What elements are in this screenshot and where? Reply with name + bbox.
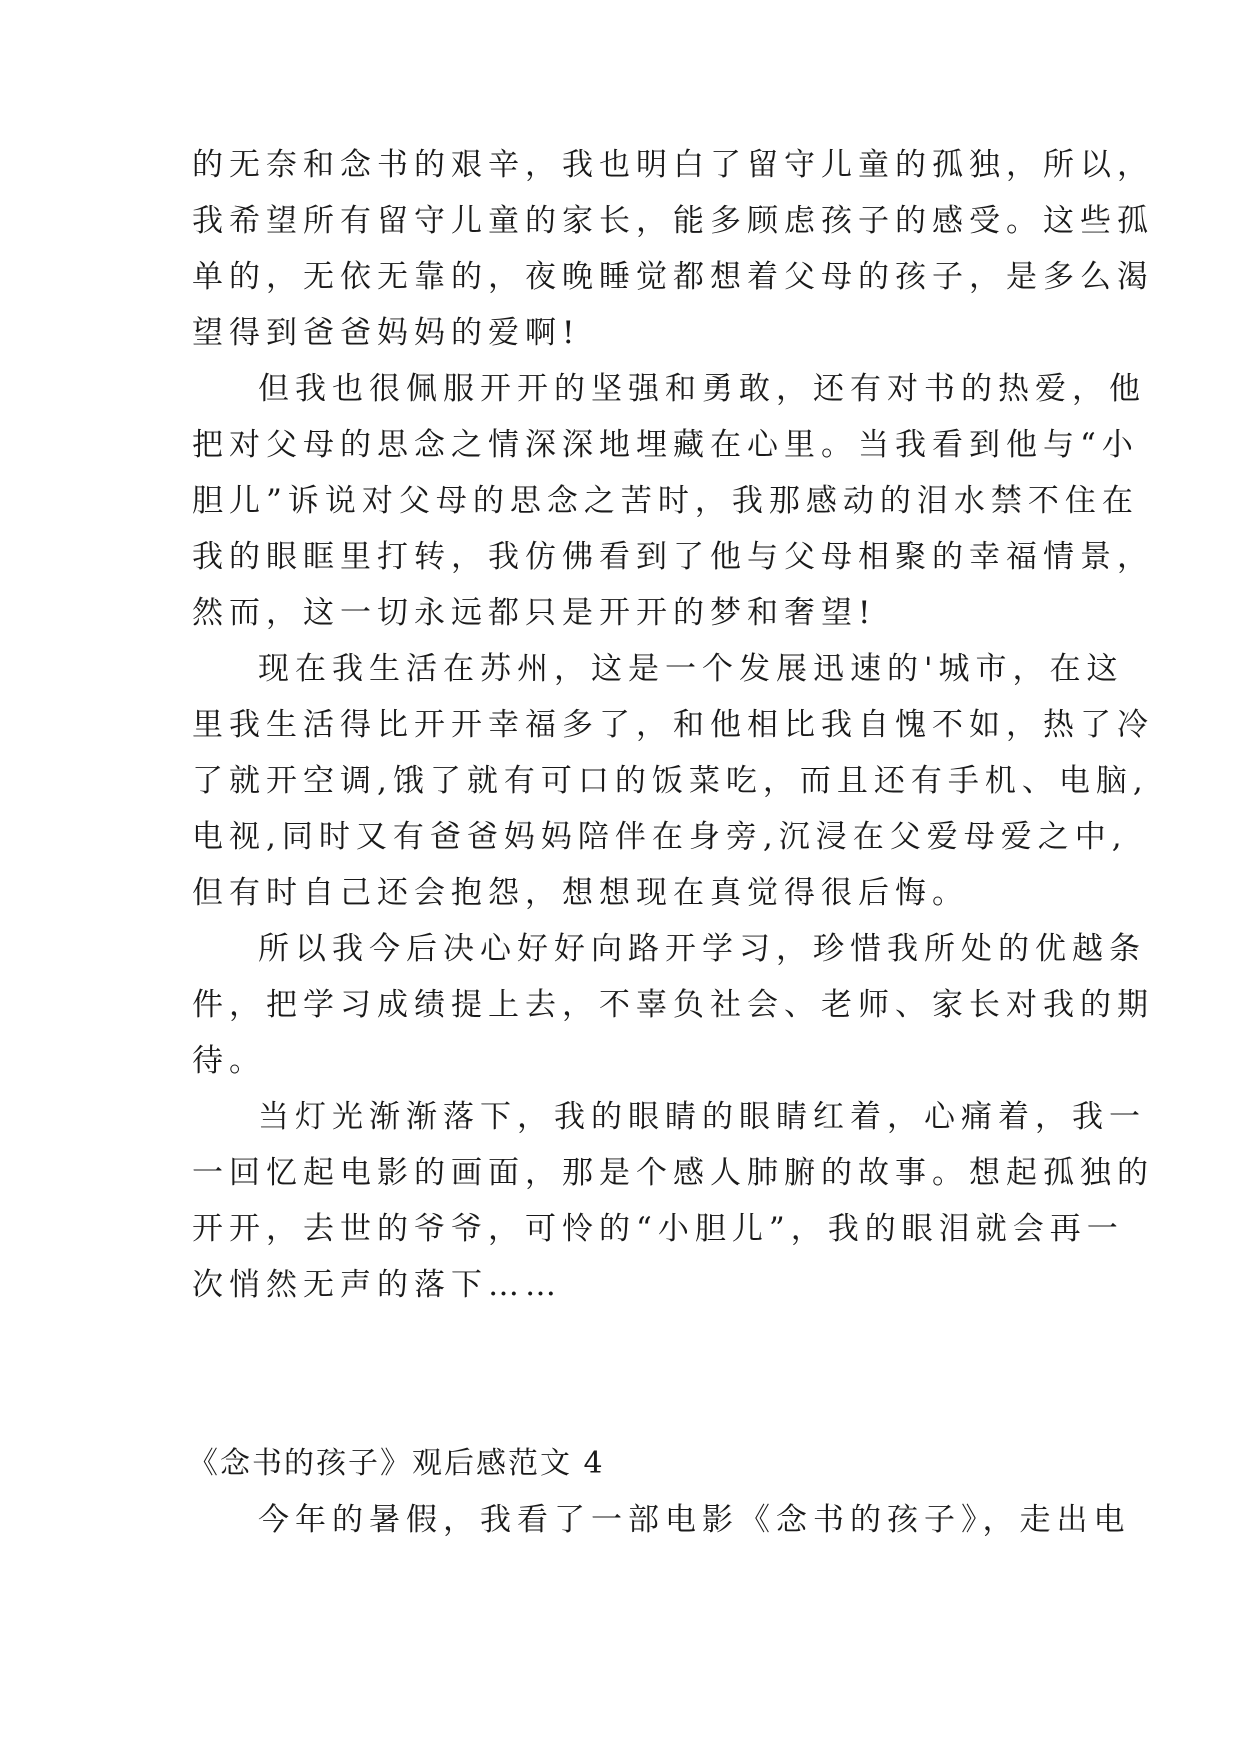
text-line: 把对父母的思念之情深深地埋藏在心里。当我看到他与“小 xyxy=(192,427,1139,463)
text-line: 电视,同时又有爸爸妈妈陪伴在身旁,沉浸在父爱母爱之中, xyxy=(192,819,1128,855)
text-line: 但我也很佩服开开的坚强和勇敢，还有对书的热爱，他 xyxy=(258,371,1146,407)
text-line: 所以我今后决心好好向路开学习，珍惜我所处的优越条 xyxy=(258,931,1146,967)
text-line: 但有时自己还会抱怨，想想现在真觉得很后悔。 xyxy=(192,875,969,911)
section-heading: 《念书的孩子》观后感范文 4 xyxy=(188,1446,605,1481)
text-line: 胆儿”诉说对父母的思念之苦时，我那感动的泪水禁不住在 xyxy=(192,483,1139,519)
text-line: 一回忆起电影的画面，那是个感人肺腑的故事。想起孤独的 xyxy=(192,1155,1154,1191)
text-line: 待。 xyxy=(192,1043,266,1079)
text-line: 开开，去世的爷爷，可怜的“小胆儿”，我的眼泪就会再一 xyxy=(192,1211,1124,1247)
text-line: 望得到爸爸妈妈的爱啊! xyxy=(192,315,581,351)
text-line: 我的眼眶里打转，我仿佛看到了他与父母相聚的幸福情景， xyxy=(192,539,1154,575)
text-line: 次悄然无声的落下…… xyxy=(192,1267,562,1303)
text-line: 当灯光渐渐落下，我的眼睛的眼睛红着，心痛着，我一 xyxy=(258,1099,1146,1135)
text-line: 里我生活得比开开幸福多了，和他相比我自愧不如，热了冷 xyxy=(192,707,1154,743)
text-line: 件，把学习成绩提上去，不辜负社会、老师、家长对我的期 xyxy=(192,987,1154,1023)
text-line: 我希望所有留守儿童的家长，能多顾虑孩子的感受。这些孤 xyxy=(192,203,1154,239)
text-line: 现在我生活在苏州，这是一个发展迅速的'城市，在这 xyxy=(258,651,1124,687)
text-line: 了就开空调,饿了就有可口的饭菜吃，而且还有手机、电脑, xyxy=(192,763,1149,799)
text-line: 今年的暑假，我看了一部电影《念书的孩子》，走出电 xyxy=(258,1502,1131,1538)
text-line: 然而，这一切永远都只是开开的梦和奢望! xyxy=(192,595,877,631)
text-line: 单的，无依无靠的，夜晚睡觉都想着父母的孩子，是多么渴 xyxy=(192,259,1154,295)
text-line: 的无奈和念书的艰辛，我也明白了留守儿童的孤独，所以， xyxy=(192,147,1154,183)
